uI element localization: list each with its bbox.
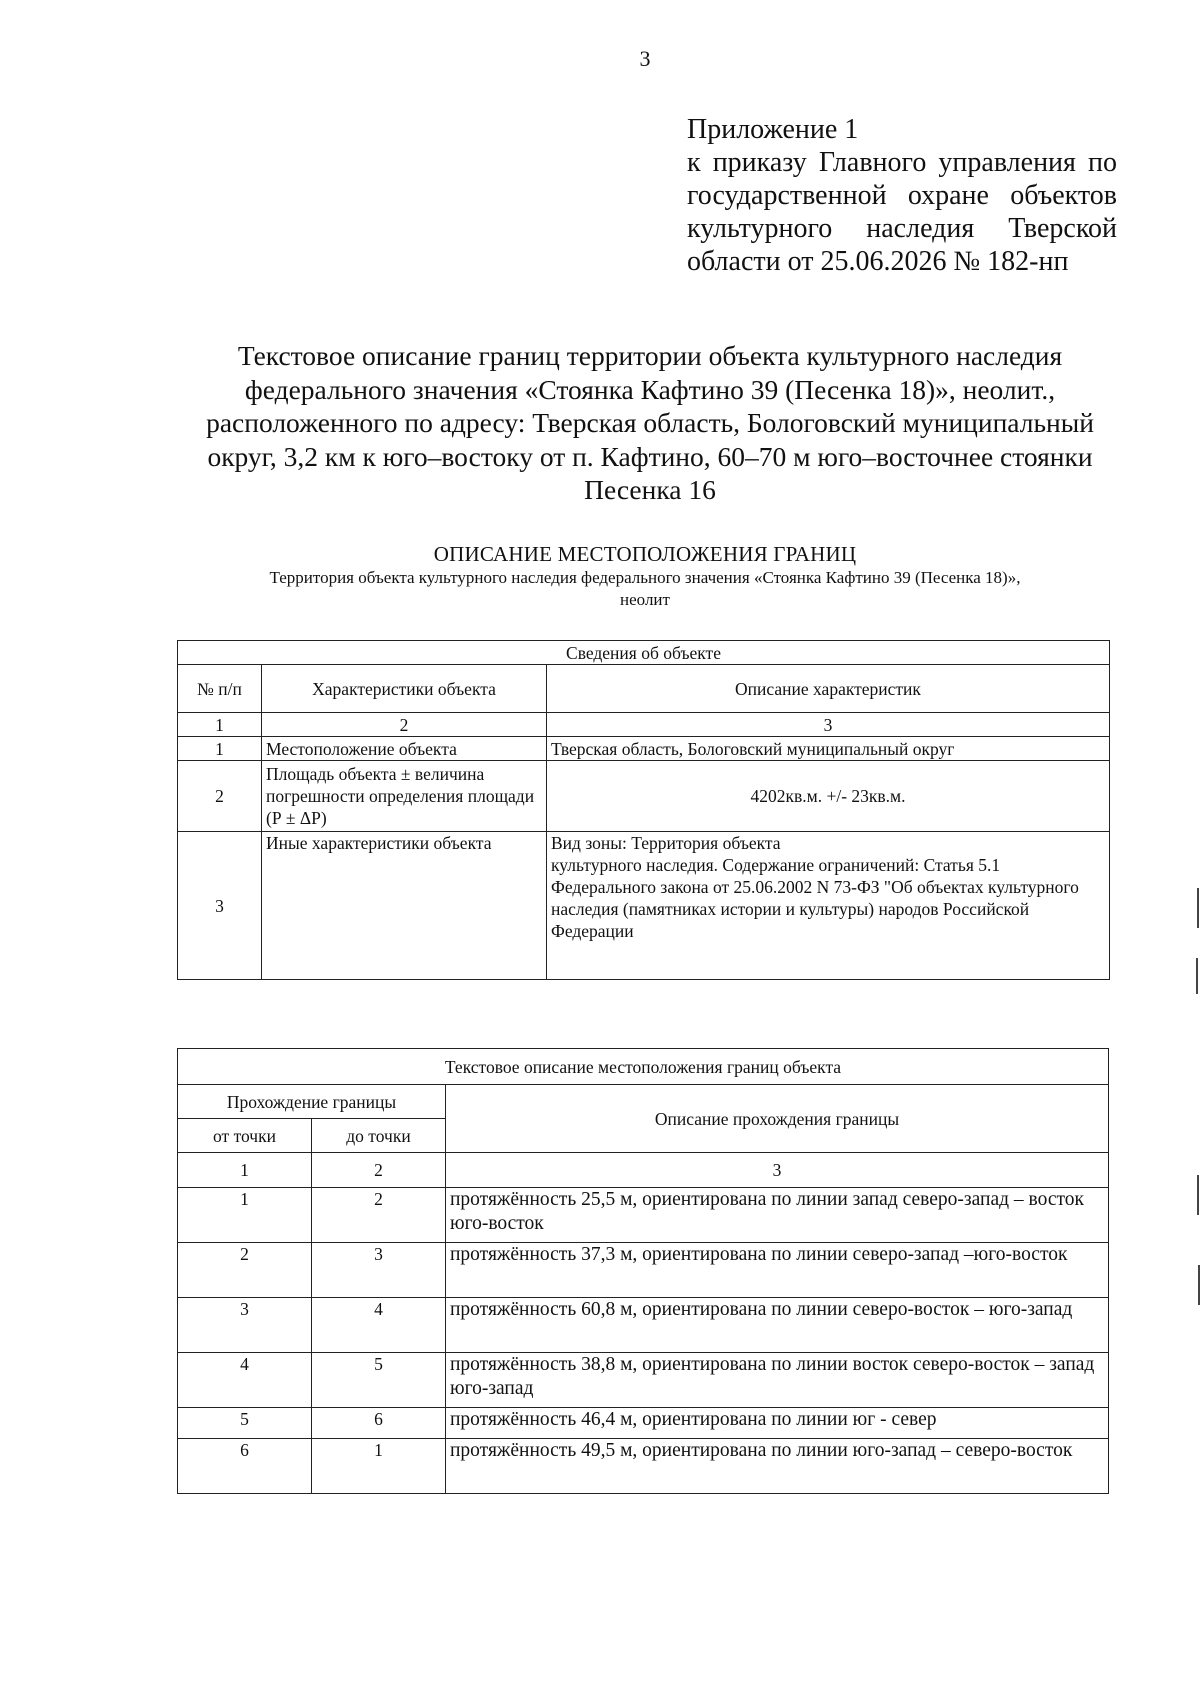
boundary-description: протяжённость 38,8 м, ориентирована по линии восток северо-восток – запад юго-запад (446, 1353, 1109, 1408)
header-number: № п/п (178, 665, 262, 713)
header-passage: Прохождение границы (178, 1085, 446, 1119)
title-line: расположенного по адресу: Тверская область, Бологовский муниципальный (206, 407, 1094, 438)
table-row (178, 737, 1110, 761)
section-subheading-line: неолит (620, 590, 670, 609)
row-number: 1 (178, 737, 262, 761)
from-point: 6 (178, 1439, 312, 1494)
table-row (178, 1353, 1109, 1408)
column-index: 2 (312, 1153, 446, 1188)
row-description: Тверская область, Бологовский муниципальный округ (547, 737, 1110, 761)
row-characteristic: Площадь объекта ± величина погрешности определения площади (Р ± ΔР) (262, 761, 547, 832)
to-point: 1 (312, 1439, 446, 1494)
to-point: 4 (312, 1298, 446, 1353)
appendix-line: к приказу Главного управления по (687, 147, 1117, 178)
header-description: Описание прохождения границы (446, 1085, 1109, 1153)
scan-artifact (1196, 958, 1198, 994)
row-description (547, 832, 1110, 980)
boundary-description: протяжённость 60,8 м, ориентирована по линии северо-восток – юго-запад (446, 1298, 1109, 1353)
header-description: Описание характеристик (547, 665, 1110, 713)
boundary-description: протяжённость 25,5 м, ориентирована по линии запад северо-запад – восток юго-восток (446, 1188, 1109, 1243)
table-row (178, 1408, 1109, 1439)
appendix-line: культурного наследия Тверской (687, 213, 1117, 244)
object-info-table (177, 640, 1110, 980)
section-subheading (150, 567, 1140, 611)
header-characteristics: Характеристики объекта (262, 665, 547, 713)
row-description-rest: культурного наследия. Содержание ограничений: Статья 5.1 Федерального закона от 25.06.2002 N 73-ФЗ "Об объектах культурного наследия (памятниках истории и культуры) народов Российской Федерации (551, 855, 1079, 941)
from-point: 2 (178, 1243, 312, 1298)
row-number: 3 (178, 832, 262, 980)
table-row (178, 1188, 1109, 1243)
boundary-description: протяжённость 46,4 м, ориентирована по линии юг - север (446, 1408, 1109, 1439)
appendix-line: Приложение 1 (687, 114, 859, 145)
title-line: Песенка 16 (584, 474, 716, 505)
appendix-line: государственной охране объектов (687, 180, 1117, 211)
table-row (178, 761, 1110, 832)
section-heading: ОПИСАНИЕ МЕСТОПОЛОЖЕНИЯ ГРАНИЦ (433, 542, 857, 566)
title-line: Текстовое описание границ территории объекта культурного наследия (237, 340, 1063, 371)
document-title (150, 339, 1150, 507)
from-point: 1 (178, 1188, 312, 1243)
table-row (178, 1298, 1109, 1353)
header-from-point: от точки (178, 1119, 312, 1153)
appendix-block (687, 113, 1117, 278)
section-subheading-line: Территория объекта культурного наследия федерального значения «Стоянка Кафтино 39 (Песенка 18)», (269, 568, 1021, 587)
title-line: округ, 3,2 км к юго–востоку от п. Кафтино, 60–70 м юго–восточнее стоянки (207, 440, 1093, 472)
row-characteristic: Местоположение объекта (262, 737, 547, 761)
scan-artifact (1197, 888, 1199, 928)
boundary-description: протяжённость 49,5 м, ориентирована по линии юго-запад – северо-восток (446, 1439, 1109, 1494)
row-description-line: Вид зоны: Территория объекта (551, 833, 781, 853)
to-point: 2 (312, 1188, 446, 1243)
column-index: 2 (262, 713, 547, 737)
row-characteristic: Иные характеристики объекта (262, 832, 547, 980)
boundary-table (177, 1048, 1109, 1494)
header-to-point: до точки (312, 1119, 446, 1153)
row-number: 2 (178, 761, 262, 832)
table-caption: Текстовое описание местоположения границ объекта (178, 1049, 1109, 1085)
boundary-description: протяжённость 37,3 м, ориентирована по линии северо-запад –юго-восток (446, 1243, 1109, 1298)
title-line: федерального значения «Стоянка Кафтино 39 (Песенка 18)», неолит., (244, 373, 1056, 405)
from-point: 5 (178, 1408, 312, 1439)
scan-artifact (1197, 1175, 1199, 1215)
column-index: 3 (446, 1153, 1109, 1188)
page-number: 3 (639, 46, 651, 71)
appendix-line: области от 25.06.2026 № 182-нп (687, 246, 1069, 277)
column-index: 1 (178, 1153, 312, 1188)
column-index: 3 (547, 713, 1110, 737)
row-description: 4202кв.м. +/- 23кв.м. (547, 761, 1110, 832)
table-row (178, 832, 1110, 980)
to-point: 3 (312, 1243, 446, 1298)
from-point: 4 (178, 1353, 312, 1408)
table-row (178, 1439, 1109, 1494)
column-index: 1 (178, 713, 262, 737)
table-caption: Сведения об объекте (178, 641, 1110, 665)
to-point: 6 (312, 1408, 446, 1439)
to-point: 5 (312, 1353, 446, 1408)
table-row (178, 1243, 1109, 1298)
from-point: 3 (178, 1298, 312, 1353)
